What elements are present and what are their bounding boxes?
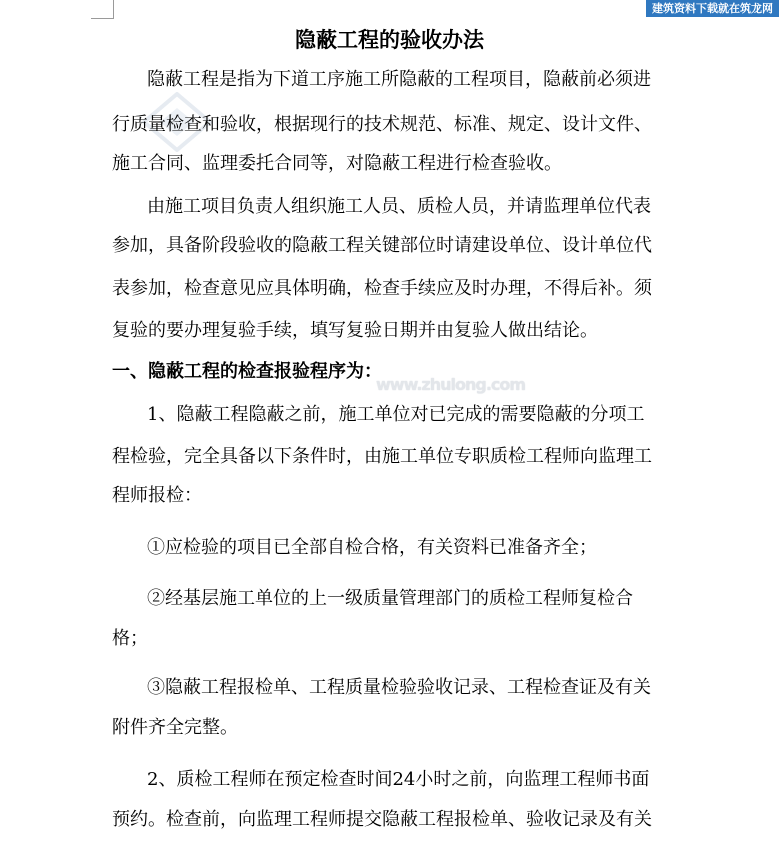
paragraph-line: 行质量检查和验收，根据现行的技术规范、标准、规定、设计文件、 [112, 114, 652, 135]
paragraph-line: 施工合同、监理委托合同等，对隐蔽工程进行检查验收。 [112, 153, 562, 174]
paragraph-line: 隐蔽工程是指为下道工序施工所隐蔽的工程项目，隐蔽前必须进 [147, 69, 651, 90]
section-heading: 一、隐蔽工程的检查报验程序为： [112, 361, 382, 382]
list-item-continuation: 附件齐全完整。 [112, 717, 238, 738]
paragraph-line: 参加，具备阶段验收的隐蔽工程关键部位时请建设单位、设计单位代 [112, 235, 652, 256]
list-item: ②经基层施工单位的上一级质量管理部门的质检工程师复检合 [147, 588, 633, 609]
paragraph-line: 预约。检查前，向监理工程师提交隐蔽工程报检单、验收记录及有关 [112, 809, 652, 830]
paragraph-line: 程检验，完全具备以下条件时，由施工单位专职质检工程师向监理工 [112, 446, 652, 467]
list-item-continuation: 格； [112, 628, 148, 649]
paragraph-line: 程师报检： [112, 485, 202, 506]
paragraph-line: 由施工项目负责人组织施工人员、质检人员，并请监理单位代表 [147, 196, 651, 217]
paragraph-line: 复验的要办理复验手续，填写复验日期并由复验人做出结论。 [112, 320, 598, 341]
paragraph-line: 2、质检工程师在预定检查时间24小时之前，向监理工程师书面 [147, 769, 650, 790]
list-item: ①应检验的项目已全部自检合格，有关资料已准备齐全； [147, 537, 597, 558]
document-title: 隐蔽工程的验收办法 [295, 27, 484, 52]
list-item: ③隐蔽工程报检单、工程质量检验验收记录、工程检查证及有关 [147, 677, 651, 698]
paragraph-line: 1、隐蔽工程隐蔽之前，施工单位对已完成的需要隐蔽的分项工 [147, 404, 645, 425]
site-banner[interactable]: 建筑资料下载就在筑龙网 [646, 0, 779, 17]
page-corner-mark [91, 0, 114, 19]
watermark-text: www.zhulong.com [376, 375, 526, 394]
paragraph-line: 表参加，检查意见应具体明确，检查手续应及时办理，不得后补。须 [112, 278, 652, 299]
